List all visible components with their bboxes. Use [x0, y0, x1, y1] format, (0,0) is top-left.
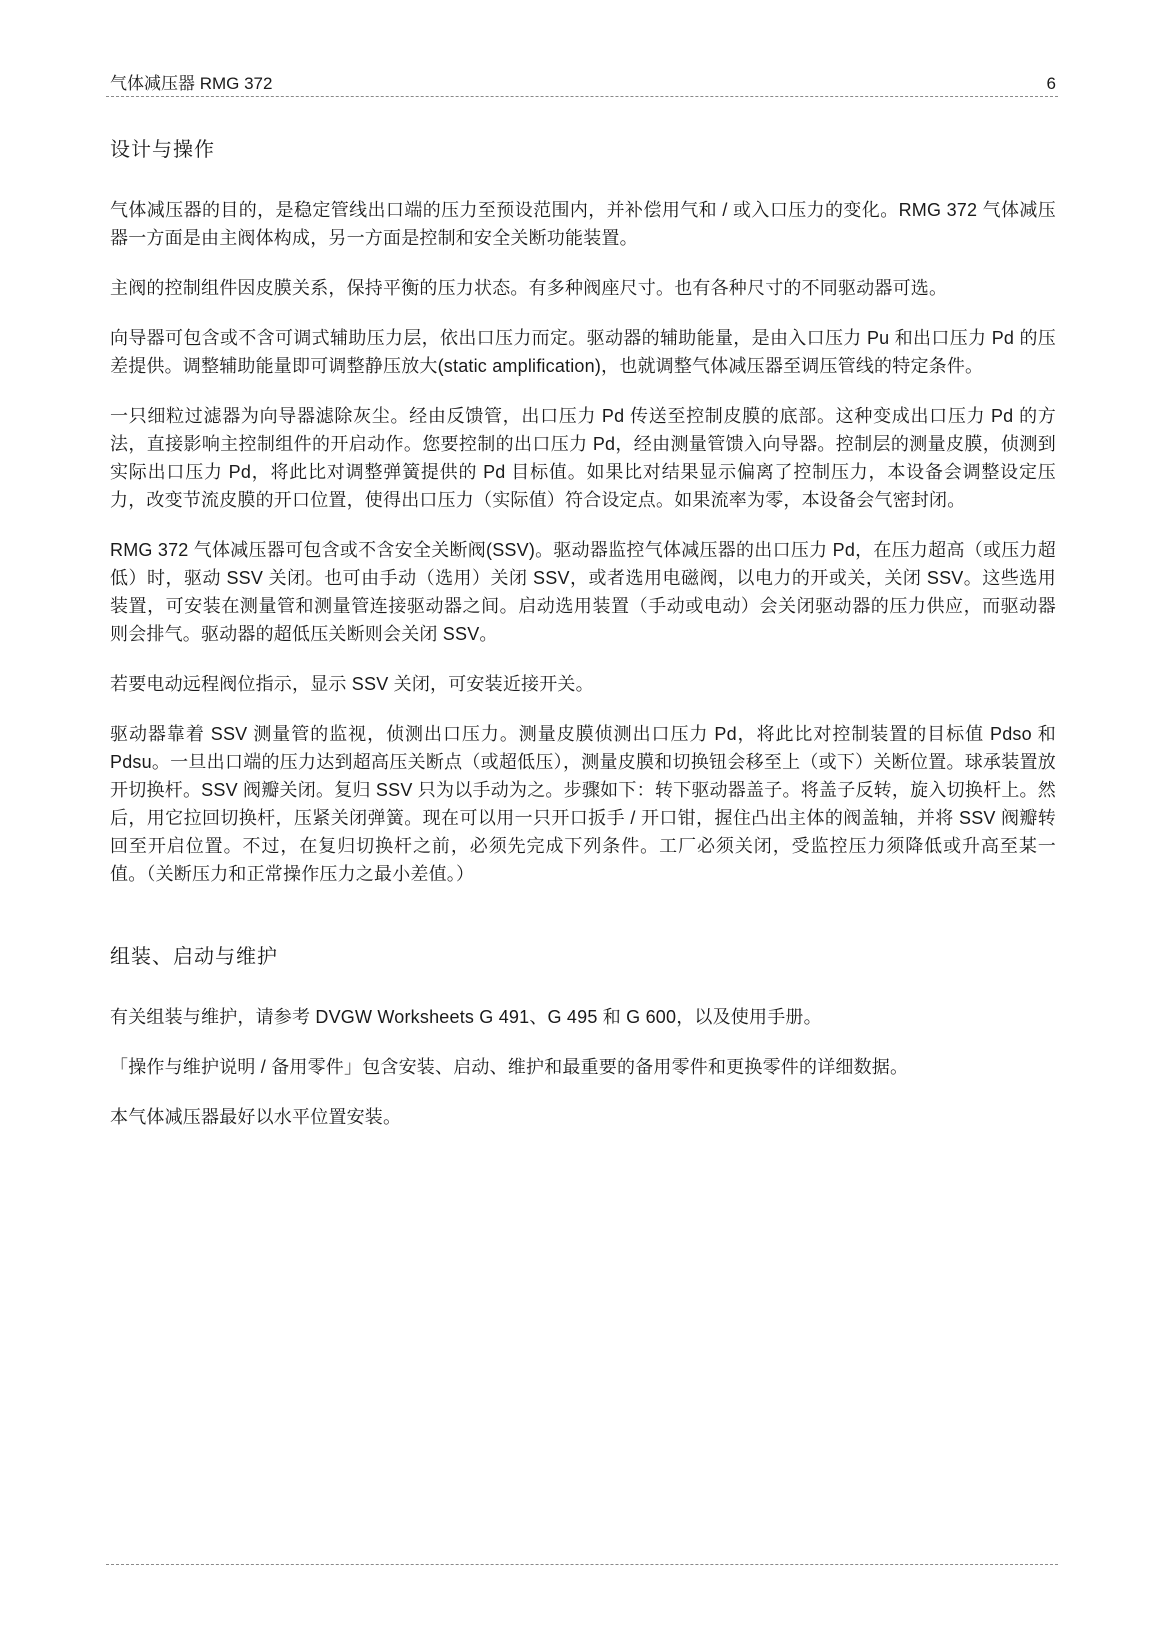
- page-header: [110, 68, 1056, 94]
- paragraph: 「操作与维护说明 / 备用零件」包含安装、启动、维护和最重要的备用零件和更换零件的详细数据。: [110, 1057, 909, 1077]
- paragraph: 气体减压器的目的，是稳定管线出口端的压力至预设范围内，并补偿用气和 / 或入口压力的变化。RMG 372 气体减压器一方面是由主阀体构成，另一方面是控制和安全关断功能装置。: [110, 200, 1056, 248]
- paragraph: 驱动器靠着 SSV 测量管的监视，侦测出口压力。测量皮膜侦测出口压力 Pd，将此比对控制装置的目标值 Pdso 和 Pdsu。一旦出口端的压力达到超高压关断点（或超低压），测量皮膜和切换钮会移至上（或下）关断位置。球承装置放开切换杆。SSV 阀瓣关闭。复归 SSV 只为以手动为之。步骤如下：转下驱动器盖子。将盖子反转，旋入切换杆上。然后，用它拉回切换杆，压紧关闭弹簧。现在可以用一只开口扳手 / 开口钳，握住凸出主体的阀盖轴，并将 SSV 阀瓣转回至开启位置。不过，在复归切换杆之前，必须先完成下列条件。工厂必须关闭，受监控压力须降低或升高至某一值。（关断压力和正常操作压力之最小差值。）: [110, 724, 1056, 884]
- paragraph: 一只细粒过滤器为向导器滤除灰尘。经由反馈管，出口压力 Pd 传送至控制皮膜的底部。这种变成出口压力 Pd 的方法，直接影响主控制组件的开启动作。您要控制的出口压力 Pd，经由测量管馈入向导器。控制层的测量皮膜，侦测到实际出口压力 Pd，将此比对调整弹簧提供的 Pd 目标值。如果比对结果显示偏离了控制压力，本设备会调整设定压力，改变节流皮膜的开口位置，使得出口压力（实际值）符合设定点。如果流率为零，本设备会气密封闭。: [110, 406, 1056, 510]
- paragraph: 有关组装与维护，请参考 DVGW Worksheets G 491、G 495 和 G 600，以及使用手册。: [110, 1007, 822, 1027]
- section-heading-design-operation: 设计与操作: [110, 139, 215, 161]
- document-title: 气体减压器 RMG 372: [110, 74, 273, 93]
- document-body: [110, 137, 1056, 1153]
- paragraph: RMG 372 气体减压器可包含或不含安全关断阀(SSV)。驱动器监控气体减压器的出口压力 Pd，在压力超高（或压力超低）时，驱动 SSV 关闭。也可由手动（选用）关闭 SSV，或者选用电磁阀，以电力的开或关，关闭 SSV。这些选用装置，可安装在测量管和测量管连接驱动器之间。启动选用装置（手动或电动）会关闭驱动器的压力供应，而驱动器则会排气。驱动器的超低压关断则会关闭 SSV。: [110, 540, 1056, 644]
- header-divider: [106, 96, 1058, 97]
- footer-divider: [106, 1564, 1058, 1565]
- page-number: 6: [1046, 74, 1056, 93]
- paragraph: 本气体减压器最好以水平位置安装。: [110, 1107, 402, 1127]
- paragraph: 主阀的控制组件因皮膜关系，保持平衡的压力状态。有多种阀座尺寸。也有各种尺寸的不同驱动器可选。: [110, 278, 948, 298]
- paragraph: 向导器可包含或不含可调式辅助压力层，依出口压力而定。驱动器的辅助能量，是由入口压力 Pu 和出口压力 Pd 的压差提供。调整辅助能量即可调整静压放大(static amplification)，也就调整气体减压器至调压管线的特定条件。: [110, 328, 1056, 376]
- section-heading-assembly-maintenance: 组装、启动与维护: [110, 946, 278, 968]
- paragraph: 若要电动远程阀位指示，显示 SSV 关闭，可安装近接开关。: [110, 674, 594, 694]
